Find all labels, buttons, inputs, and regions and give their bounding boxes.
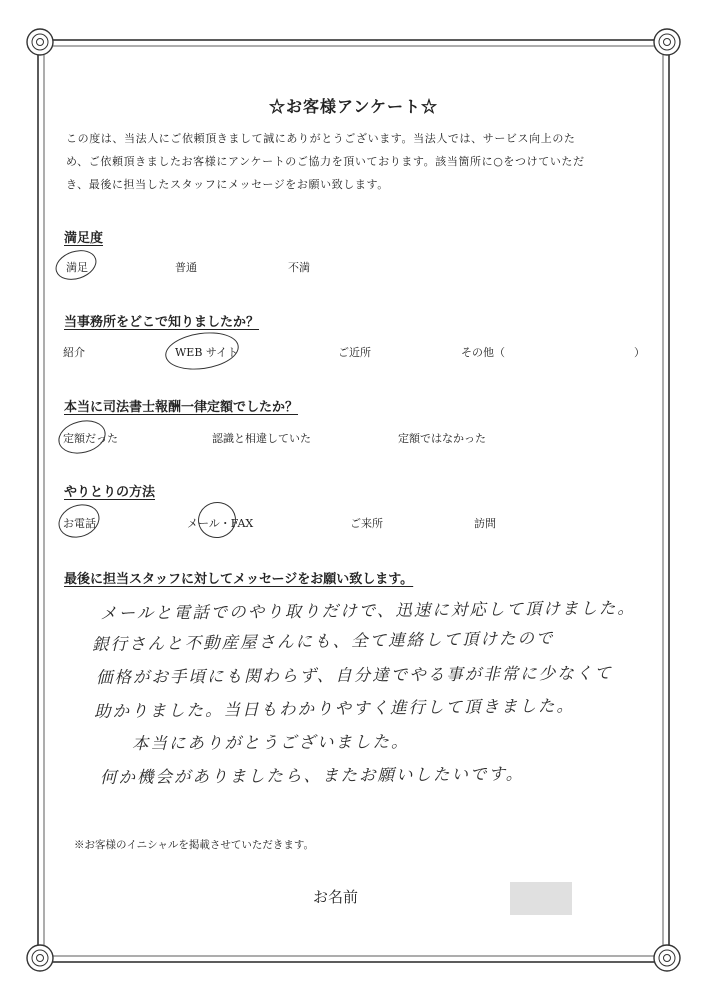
handwritten-message-line-5: 本当にありがとうございました。: [131, 732, 410, 753]
option-flat-fee-no[interactable]: 定額ではなかった: [398, 432, 486, 445]
option-flat-fee-yes[interactable]: 定額だった: [63, 432, 118, 445]
question-flat-fee-heading: 本当に司法書士報酬一律定額でしたか？: [64, 400, 299, 415]
handwritten-message-line-2: 銀行さんと不動産屋さんにも、全て連絡して頂けたので: [91, 628, 555, 654]
option-home-visit[interactable]: 訪問: [474, 517, 496, 530]
option-referral[interactable]: 紹介: [63, 346, 85, 359]
corner-ornament-top-right: [654, 29, 680, 55]
message-heading: 最後に担当スタッフに対してメッセージをお願い致します。: [64, 572, 414, 587]
option-email-fax[interactable]: メール・FAX: [187, 517, 254, 530]
corner-ornament-bottom-right: [654, 945, 680, 971]
question-satisfaction-heading: 満足度: [64, 231, 104, 246]
question-contact-method-heading: やりとりの方法: [64, 485, 156, 500]
corner-ornament-bottom-left: [27, 945, 53, 971]
option-satisfied[interactable]: 満足: [66, 261, 88, 274]
question-source-heading: 当事務所をどこで知りましたか？: [64, 315, 260, 330]
handwritten-message-line-1: メールと電話でのやり取りだけで、迅速に対応して頂けました。: [99, 598, 636, 623]
option-visit-office[interactable]: ご来所: [350, 517, 383, 530]
option-flat-fee-different[interactable]: 認識と相違していた: [212, 432, 311, 445]
option-website[interactable]: WEB サイト: [175, 346, 239, 359]
intro-line-1: この度は、当法人にご依頼頂きまして誠にありがとうございます。当法人では、サービス向上のた: [66, 132, 576, 145]
handwritten-message-line-4: 助かりました。当日もわかりやすく進行して頂きました。: [93, 696, 576, 721]
name-label: お名前: [313, 888, 359, 906]
option-phone[interactable]: お電話: [63, 517, 96, 530]
intro-line-3: き、最後に担当したスタッフにメッセージをお願い致します。: [66, 178, 389, 191]
intro-line-2: め、ご依頼頂きましたお客様にアンケートのご協力を頂いております。該当箇所に○をつけていただ: [66, 155, 585, 168]
handwritten-message-line-6: 何か機会がありましたら、またお願いしたいです。: [99, 764, 525, 787]
option-dissatisfied[interactable]: 不満: [288, 261, 310, 274]
redacted-name-field: [510, 882, 572, 915]
option-other[interactable]: その他（: [461, 346, 505, 359]
handwritten-message-line-3: 価格がお手頃にも関わらず、自分達でやる事が非常に少なくて: [95, 663, 613, 687]
option-neutral[interactable]: 普通: [175, 261, 197, 274]
option-neighborhood[interactable]: ご近所: [338, 346, 371, 359]
survey-title: ☆お客様アンケート☆: [268, 97, 439, 116]
option-other-close: ）: [634, 346, 645, 359]
corner-ornament-top-left: [27, 29, 53, 55]
initials-notice: ※お客様のイニシャルを掲載させていただきます。: [74, 839, 315, 851]
